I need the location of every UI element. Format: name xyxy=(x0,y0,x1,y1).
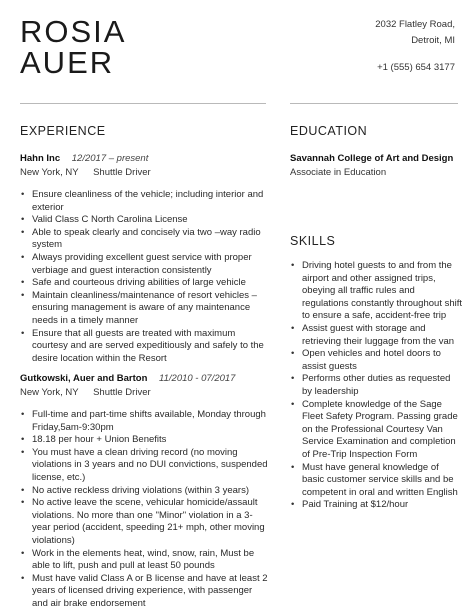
list-item: • Paid Training at $12/hour xyxy=(290,499,462,512)
list-item: • Ensure cleanliness of the vehicle; including interior and exterior xyxy=(20,189,270,214)
experience-divider xyxy=(20,103,266,104)
job-title: Shuttle Driver xyxy=(93,167,151,178)
education-heading: EDUCATION xyxy=(290,124,368,138)
list-item: • Assist guest with storage and retrieving their luggage from the van xyxy=(290,323,462,348)
skills-list xyxy=(290,260,462,512)
list-item: • Always providing excellent guest service with proper verbiage and guest interaction consistently xyxy=(20,252,270,277)
experience-entry-hahn xyxy=(20,152,270,365)
list-item: • 18.18 per hour + Union Benefits xyxy=(20,434,270,447)
job-location: New York, NY xyxy=(20,167,79,178)
skills-heading: SKILLS xyxy=(290,234,336,248)
list-item: • You must have a clean driving record (no moving violations in 3 years and no DUI convictions, suspended license, etc.) xyxy=(20,447,270,485)
list-item: • Driving hotel guests to and from the airport and other assigned trips, obeying all traffic rules and regulations constantly throughout shift to ensure a safe, accident-free trip xyxy=(290,260,462,323)
list-item: • Open vehicles and hotel doors to assist guests xyxy=(290,348,462,373)
job-bullets xyxy=(20,189,270,365)
experience-heading: EXPERIENCE xyxy=(20,124,106,138)
education-divider xyxy=(290,103,458,104)
company-name: Gutkowski, Auer and Barton xyxy=(20,373,148,384)
list-item: • Must have general knowledge of basic customer service skills and be competent in oral and written English xyxy=(290,462,462,500)
list-item: • Full-time and part-time shifts available, Monday through Friday,5am-9:30pm xyxy=(20,409,270,434)
list-item: • Valid Class C North Carolina License xyxy=(20,214,270,227)
employment-dates: 11/2010 - 07/2017 xyxy=(159,373,236,384)
school-name: Savannah College of Art and Design xyxy=(290,153,454,164)
contact-info xyxy=(375,17,455,76)
list-item: • No active reckless driving violations (within 3 years) xyxy=(20,485,270,498)
phone-number: +1 (555) 654 3177 xyxy=(377,62,455,73)
company-name: Hahn Inc xyxy=(20,153,61,164)
address-line-1: 2032 Flatley Road, xyxy=(375,19,455,30)
job-location: New York, NY xyxy=(20,387,79,398)
experience-entry-gutkowski xyxy=(20,372,270,609)
candidate-name xyxy=(20,16,126,78)
address-line-2: Detroit, MI xyxy=(411,35,455,46)
employment-dates: 12/2017 – present xyxy=(71,153,149,164)
list-item: • Safe and courteous driving abilities of large vehicle xyxy=(20,277,270,290)
list-item: • Performs other duties as requested by leadership xyxy=(290,373,462,398)
list-item: • Must have valid Class A or B license and have at least 2 years of licensed driving experience, with passenger and air brake endorsement xyxy=(20,573,270,609)
education-entry xyxy=(290,152,460,180)
first-name: ROSIA xyxy=(20,14,127,49)
list-item: • Complete knowledge of the Sage Fleet Safety Program. Passing grade on the Professional Courtesy Van Service Examination and completion of Pre-Trip Inspection Form xyxy=(290,399,462,462)
job-bullets xyxy=(20,409,270,609)
list-item: • Able to speak clearly and concisely via two –way radio system xyxy=(20,227,270,252)
list-item: • Work in the elements heat, wind, snow, rain, Must be able to lift, push and pull at least 50 pounds xyxy=(20,548,270,573)
list-item: • Ensure that all guests are treated with maximum courtesy and are served expeditiously and safely to the desire location within the Resort xyxy=(20,328,270,366)
skills-section xyxy=(290,260,462,512)
last-name: AUER xyxy=(20,45,115,80)
list-item: • No active leave the scene, vehicular homicide/assault violations. No more than one "Minor" violation in a 3-year period (accident, speeding 21+ mph, other moving violations) xyxy=(20,497,270,547)
list-item: • Maintain cleanliness/maintenance of resort vehicles –ensuring management is aware of any maintenance needs in a timely manner xyxy=(20,290,270,328)
job-title: Shuttle Driver xyxy=(93,387,151,398)
degree: Associate in Education xyxy=(290,167,387,178)
